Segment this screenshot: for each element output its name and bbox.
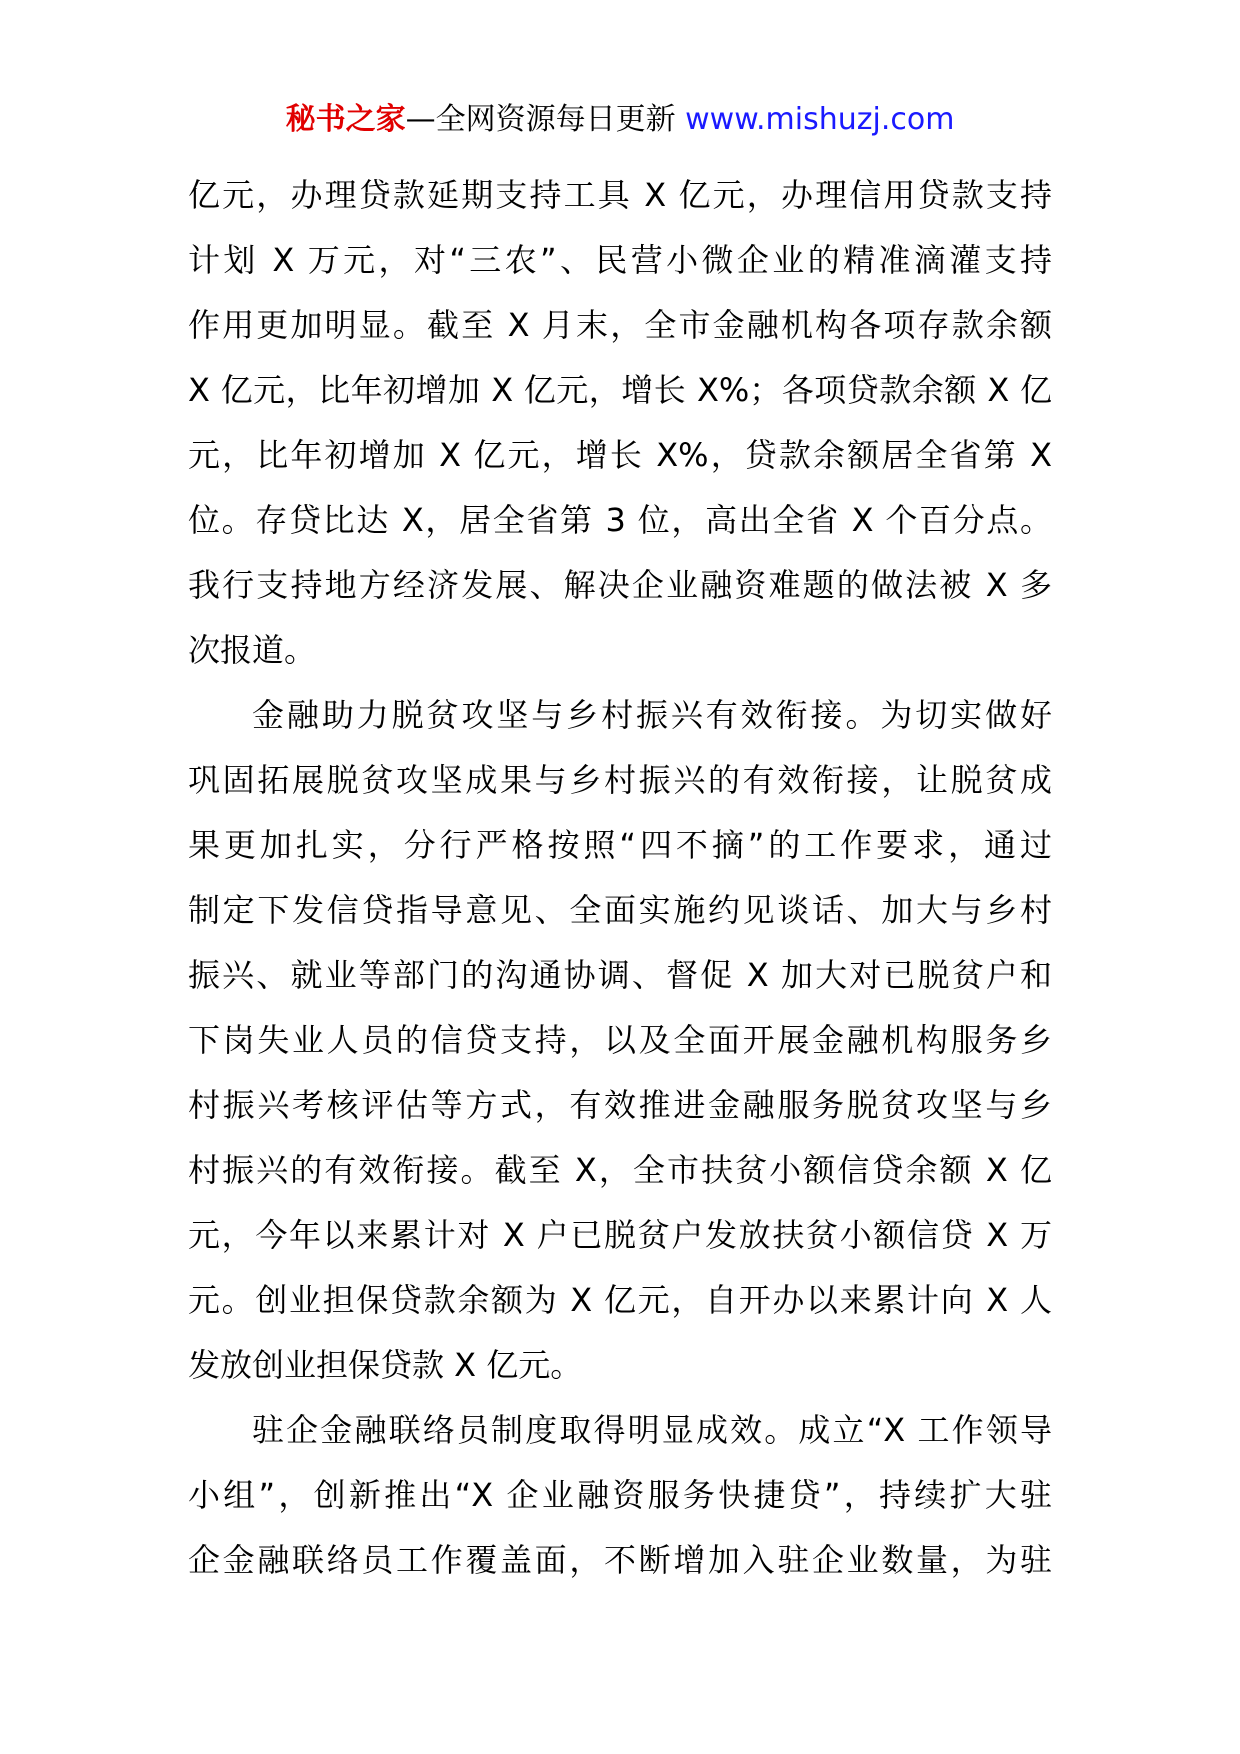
paragraph — [188, 1398, 1052, 1593]
text-line: 元。创业担保贷款余额为 X 亿元，自开办以来累计向 X 人 — [188, 1281, 1052, 1319]
text-line: X 亿元，比年初增加 X 亿元，增长 X%；各项贷款余额 X 亿 — [188, 371, 1052, 409]
header-tagline: —全网资源每日更新 — [405, 102, 686, 137]
brand-name: 秘书之家 — [285, 102, 406, 137]
text-line: 金融助力脱贫攻坚与乡村振兴有效衔接。为切实做好 — [252, 696, 1052, 734]
text-line: 村振兴考核评估等方式，有效推进金融服务脱贫攻坚与乡 — [188, 1086, 1052, 1124]
text-line: 巩固拓展脱贫攻坚成果与乡村振兴的有效衔接，让脱贫成 — [188, 761, 1052, 799]
text-line: 制定下发信贷指导意见、全面实施约见谈话、加大与乡村 — [188, 891, 1052, 929]
text-line: 次报道。 — [188, 631, 317, 669]
text-line: 发放创业担保贷款 X 亿元。 — [188, 1346, 583, 1384]
text-line: 我行支持地方经济发展、解决企业融资难题的做法被 X 多 — [188, 566, 1052, 604]
document-body — [188, 163, 1052, 1593]
paragraph — [188, 163, 1052, 683]
text-line: 驻企金融联络员制度取得明显成效。成立“X 工作领导 — [252, 1411, 1052, 1449]
text-line: 位。存贷比达 X，居全省第 3 位，高出全省 X 个百分点。 — [188, 501, 1052, 539]
text-line: 元，比年初增加 X 亿元，增长 X%，贷款余额居全省第 X — [188, 436, 1052, 474]
text-line: 企金融联络员工作覆盖面，不断增加入驻企业数量，为驻 — [188, 1541, 1052, 1579]
text-line: 振兴、就业等部门的沟通协调、督促 X 加大对已脱贫户和 — [188, 956, 1052, 994]
site-url-link[interactable]: www.mishuzj.com — [685, 102, 955, 137]
text-line: 果更加扎实，分行严格按照“四不摘”的工作要求，通过 — [188, 826, 1052, 864]
text-line: 村振兴的有效衔接。截至 X，全市扶贫小额信贷余额 X 亿 — [188, 1151, 1052, 1189]
text-line: 小组”，创新推出“X 企业融资服务快捷贷”，持续扩大驻 — [188, 1476, 1052, 1514]
paragraph — [188, 683, 1052, 1398]
page-header — [0, 100, 1240, 140]
text-line: 计划 X 万元，对“三农”、民营小微企业的精准滴灌支持 — [188, 241, 1052, 279]
text-line: 元，今年以来累计对 X 户已脱贫户发放扶贫小额信贷 X 万 — [188, 1216, 1052, 1254]
text-line: 亿元，办理贷款延期支持工具 X 亿元，办理信用贷款支持 — [188, 176, 1052, 214]
text-line: 下岗失业人员的信贷支持，以及全面开展金融机构服务乡 — [188, 1021, 1052, 1059]
text-line: 作用更加明显。截至 X 月末，全市金融机构各项存款余额 — [188, 306, 1052, 344]
